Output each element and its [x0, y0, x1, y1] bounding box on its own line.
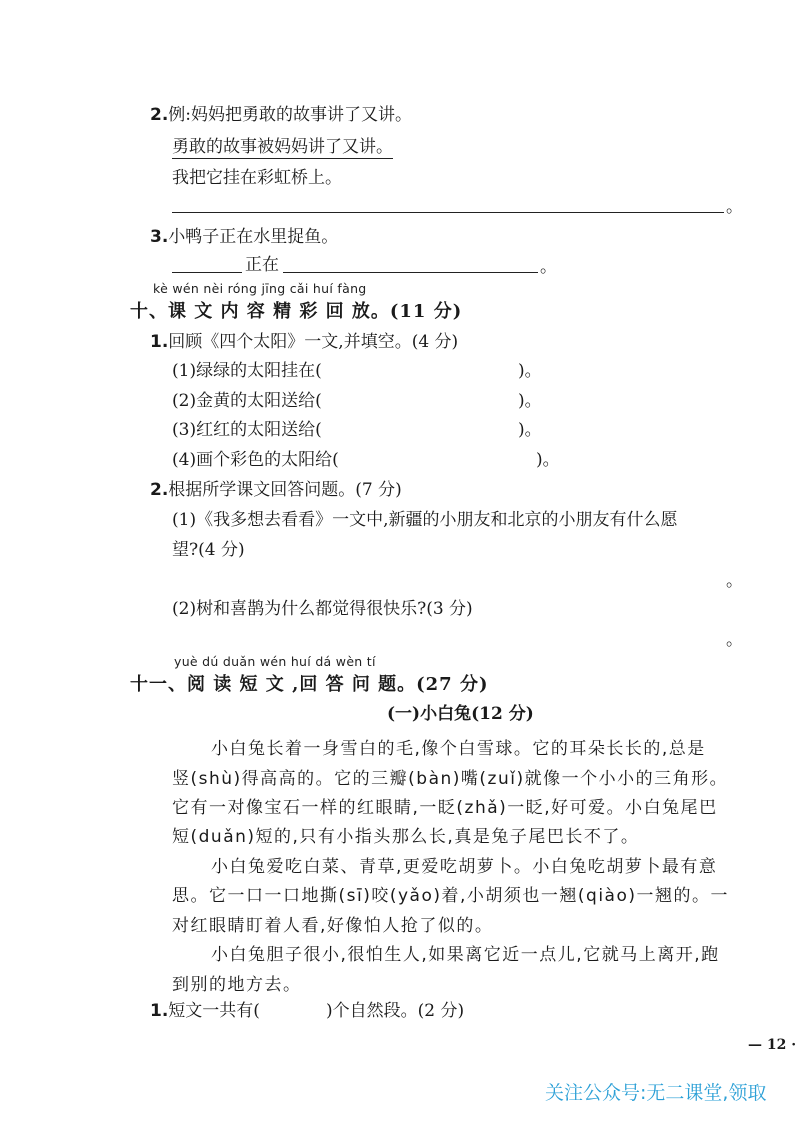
s10-q2-sub2: (2)树和喜鹊为什么都觉得很快乐?(3 分): [172, 599, 473, 619]
q3-prompt: 3.小鸭子正在水里捉鱼。: [150, 227, 339, 247]
s10-q1-item-2-close: )。: [518, 391, 542, 411]
s10-q1-item-4-close: )。: [536, 450, 560, 470]
passage-line: 它有一对像宝石一样的红眼睛,一眨(zhǎ)一眨,好可爱。小白兔尾巴: [172, 798, 718, 818]
s10-q2: 2.根据所学课文回答问题。(7 分): [150, 480, 402, 500]
section10-pinyin: kè wén nèi róng jīng cǎi huí fàng: [153, 281, 367, 296]
passage-line: 小白兔胆子很小,很怕生人,如果离它近一点儿,它就马上离开,跑: [211, 945, 720, 965]
passage-line: 短(duǎn)短的,只有小指头那么长,真是兔子尾巴长不了。: [172, 827, 640, 847]
q2-period: 。: [726, 197, 743, 217]
q2-example: [150, 104, 412, 126]
q3-blank-2[interactable]: [283, 272, 538, 273]
passage-line: 小白兔长着一身雪白的毛,像个白雪球。它的耳朵长长的,总是: [211, 739, 706, 759]
section11-pinyin: yuè dú duǎn wén huí dá wèn tí: [174, 654, 376, 669]
s10-q1-item-1: (1)绿绿的太阳挂在(: [172, 361, 322, 381]
q2-prompt: 我把它挂在彩虹桥上。: [172, 168, 342, 188]
q3-blank-1[interactable]: [172, 272, 242, 273]
s10-q1-item-2: (2)金黄的太阳送给(: [172, 391, 322, 411]
q2-number: 2.: [150, 105, 169, 125]
s10-q2-sub1-line1: (1)《我多想去看看》一文中,新疆的小朋友和北京的小朋友有什么愿: [172, 510, 678, 530]
page-number: — 12 ·: [748, 1037, 797, 1053]
s10-q2-sub1-end: 。: [726, 571, 743, 591]
s10-q2-sub2-end: 。: [726, 630, 743, 650]
passage-line: 小白兔爱吃白菜、青草,更爱吃胡萝卜。小白兔吃胡萝卜最有意: [211, 857, 718, 877]
s10-q1-item-4: (4)画个彩色的太阳给(: [172, 450, 339, 470]
s10-q2-sub1-line2: 望?(4 分): [172, 540, 245, 560]
q3-mid: 正在: [245, 255, 279, 275]
passage-line: 竖(shù)得高高的。它的三瓣(bàn)嘴(zuǐ)就像一个小小的三角形。: [172, 769, 729, 789]
s10-q1-item-1-close: )。: [518, 361, 542, 381]
q3-number: 3.: [150, 227, 169, 247]
s11-q1-close: )个自然段。(2 分): [326, 1001, 465, 1021]
passage-title: (一)小白兔(12 分): [387, 704, 534, 724]
passage-line: 思。它一口一口地撕(sī)咬(yǎo)着,小胡须也一翘(qiào)一翘的。一: [172, 886, 729, 906]
q2-answer-line[interactable]: [172, 212, 724, 213]
q2-example-text: 例:妈妈把勇敢的故事讲了又讲。: [168, 105, 413, 125]
section11-title: 十一、阅 读 短 文 ,回 答 问 题。(27 分): [130, 674, 489, 695]
s10-q1: 1.回顾《四个太阳》一文,并填空。(4 分): [150, 332, 459, 352]
s10-q1-item-3-close: )。: [518, 420, 542, 440]
s10-q1-item-3: (3)红红的太阳送给(: [172, 420, 322, 440]
passage-line: 对红眼睛盯着人看,好像怕人抢了似的。: [172, 916, 494, 936]
section10-title: 十、课 文 内 容 精 彩 回 放。(11 分): [130, 301, 463, 322]
q2-answer-example: 勇敢的故事被妈妈讲了又讲。: [172, 137, 393, 157]
s11-q1: 1.短文一共有(: [150, 1001, 260, 1021]
footer-watermark: 关注公众号:无二课堂,领取: [545, 1082, 767, 1104]
q3-period: 。: [540, 257, 557, 277]
passage-line: 到别的地方去。: [172, 975, 302, 995]
